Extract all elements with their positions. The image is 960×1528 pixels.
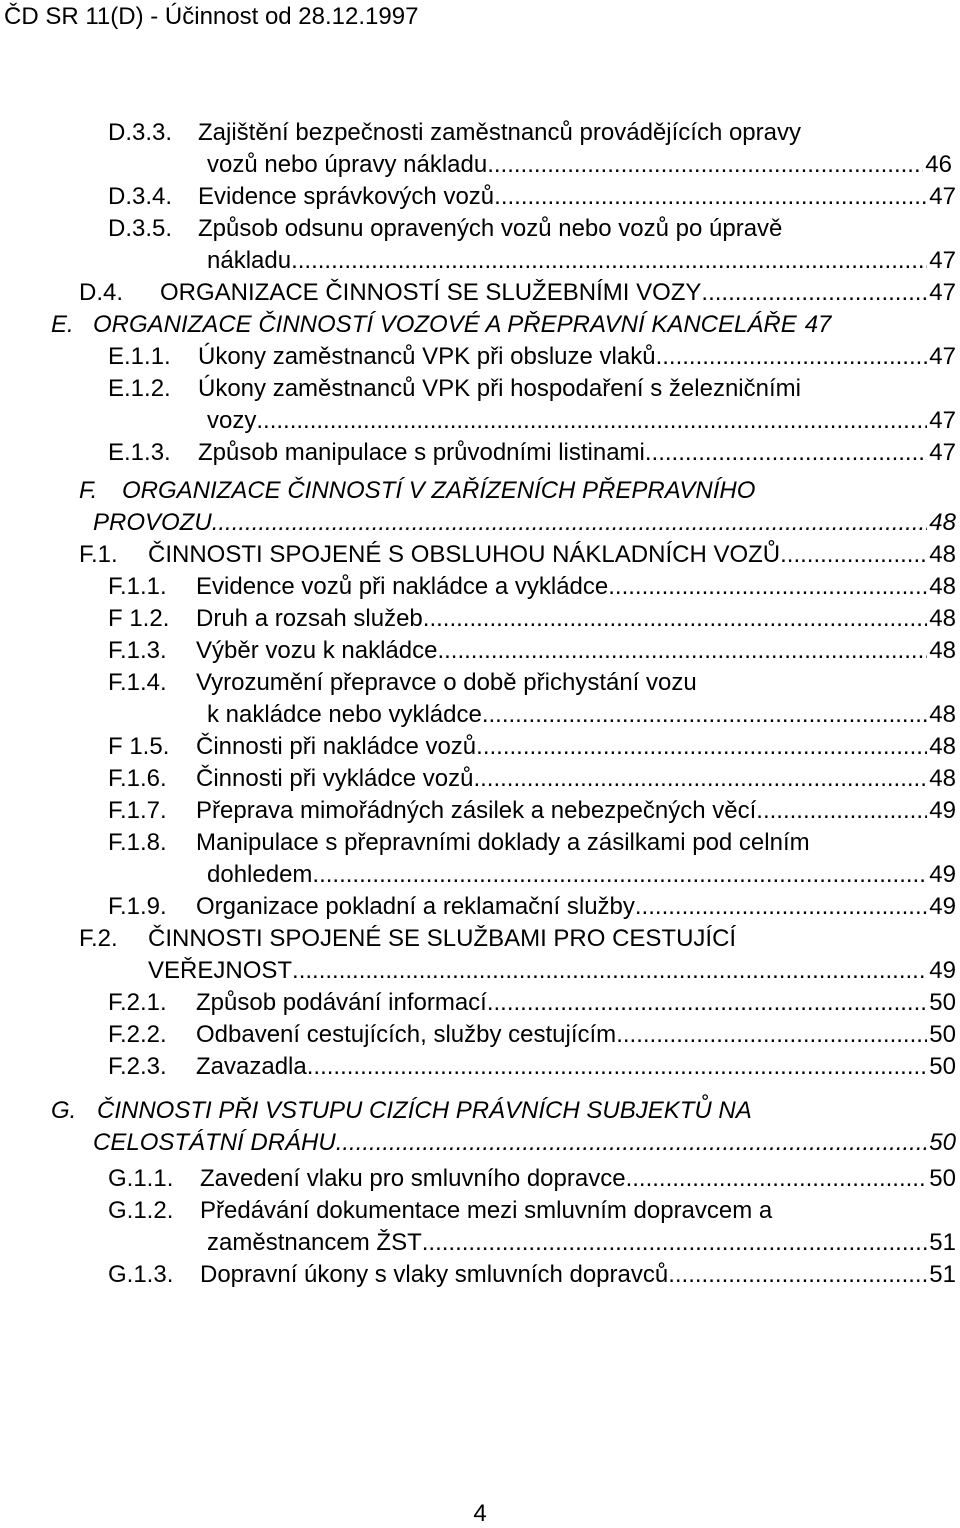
toc-entry-page: 48: [929, 637, 956, 664]
toc-entry-number: F.2.3.: [108, 1053, 167, 1080]
dot-leader: [494, 181, 927, 213]
toc-entry[interactable]: [0, 1019, 960, 1051]
toc-entry-number: F.2.: [79, 925, 118, 952]
toc-entry-title-cont: zaměstnancem ŽST: [207, 1229, 422, 1256]
toc-entry-page: 47: [929, 343, 956, 370]
toc-entry-number: D.3.4.: [108, 183, 173, 210]
dot-leader: [482, 699, 927, 731]
toc-entry-title: Úkony zaměstnanců VPK při hospodaření s železničními: [198, 375, 801, 402]
toc-entry-number: F.1.: [79, 541, 118, 568]
toc-entry-title: Úkony zaměstnanců VPK při obsluze vlaků: [198, 343, 656, 370]
toc-entry-number: G.1.1.: [108, 1165, 174, 1192]
page-number: 4: [473, 1500, 487, 1527]
dot-leader: [635, 891, 927, 923]
toc-entry[interactable]: [0, 117, 960, 181]
toc-entry-page: 48: [929, 733, 956, 760]
toc-entry-number: F 1.2.: [108, 605, 170, 632]
toc-entry-page: 48: [929, 605, 956, 632]
toc-entry[interactable]: [0, 763, 960, 795]
toc-entry-page: 48: [929, 541, 956, 568]
dot-leader: [701, 277, 927, 309]
toc-entry-title: Vyrozumění přepravce o době přichystání vozu: [196, 669, 697, 696]
toc-entry[interactable]: [0, 341, 960, 373]
toc-entry-number: F.1.7.: [108, 797, 167, 824]
toc-entry-title: Zajištění bezpečnosti zaměstnanců provádějících opravy: [198, 119, 801, 146]
toc-entry[interactable]: [0, 437, 960, 469]
dot-leader: [626, 1163, 928, 1195]
dot-leader: [292, 955, 927, 987]
toc-entry-number: F.2.1.: [108, 989, 167, 1016]
toc-entry-page: 50: [929, 1129, 956, 1156]
toc-entry-number: G.1.2.: [108, 1197, 174, 1224]
dot-leader: [422, 1227, 928, 1259]
toc-entry-title: Činnosti při nakládce vozů: [196, 733, 477, 760]
toc-entry[interactable]: [0, 1259, 960, 1291]
dot-leader: [487, 987, 927, 1019]
toc-entry-number: E.: [51, 311, 74, 338]
toc-entry[interactable]: [0, 181, 960, 213]
toc-entry-title: Evidence správkových vozů: [198, 183, 495, 210]
toc-entry-title: Přeprava mimořádných zásilek a nebezpečných věcí: [196, 797, 757, 824]
dot-leader: [656, 341, 928, 373]
toc-entry-title: Evidence vozů při nakládce a vykládce: [196, 573, 609, 600]
dot-leader: [476, 731, 927, 763]
toc-entry[interactable]: [0, 891, 960, 923]
dot-leader: [668, 1259, 927, 1291]
toc-entry-page: 50: [929, 1165, 956, 1192]
toc-entry[interactable]: [0, 1195, 960, 1259]
toc-entry-number: F.1.4.: [108, 669, 167, 696]
toc-entry-title-cont: k nakládce nebo vykládce: [207, 701, 482, 728]
toc-entry-title: ČINNOSTI PŘI VSTUPU CIZÍCH PRÁVNÍCH SUBJEKTŮ NA: [97, 1097, 752, 1124]
toc-entry[interactable]: [0, 795, 960, 827]
toc-entry[interactable]: [0, 1051, 960, 1083]
toc-entry[interactable]: [0, 475, 960, 539]
dot-leader: [423, 603, 928, 635]
toc-entry-title-cont: VEŘEJNOST: [148, 957, 293, 984]
dot-leader: [307, 1051, 928, 1083]
dot-leader: [756, 795, 927, 827]
toc-entry-title: Zavazadla: [196, 1053, 307, 1080]
toc-entry-title-cont: vozy: [207, 407, 257, 434]
dot-leader: [608, 571, 927, 603]
toc-entry-page: 47: [929, 407, 956, 434]
toc-entry-number: D.3.3.: [108, 119, 173, 146]
toc-entry[interactable]: [0, 667, 960, 731]
toc-entry-page: 48: [929, 573, 956, 600]
toc-entry-page: 50: [929, 989, 956, 1016]
toc-entry-page: 48: [929, 509, 956, 536]
toc-entry-title: Výběr vozu k nakládce: [196, 637, 438, 664]
toc-entry-number: F.1.1.: [108, 573, 167, 600]
toc-entry[interactable]: [0, 277, 960, 309]
toc-entry-title: ČINNOSTI SPOJENÉ SE SLUŽBAMI PRO CESTUJÍCÍ: [148, 925, 737, 952]
toc-entry-page: 48: [929, 765, 956, 792]
toc-entry-number: G.: [51, 1097, 77, 1124]
toc-entry[interactable]: [0, 309, 960, 341]
toc-entry-title-cont: PROVOZU: [93, 509, 212, 536]
toc-entry-number: F.1.8.: [108, 829, 167, 856]
toc-entry-page: 49: [929, 893, 956, 920]
toc-entry-page: 50: [929, 1021, 956, 1048]
toc-entry-title: Zavedení vlaku pro smluvního dopravce: [200, 1165, 626, 1192]
toc-entry-number: F.1.6.: [108, 765, 167, 792]
dot-leader: [780, 539, 927, 571]
dot-leader: [336, 1127, 928, 1159]
toc-entry-title: Organizace pokladní a reklamační služby: [196, 893, 635, 920]
toc-entry-title: Druh a rozsah služeb: [196, 605, 423, 632]
toc-entry-number: F 1.5.: [108, 733, 170, 760]
toc-entry[interactable]: [0, 987, 960, 1019]
toc-entry-title: Činnosti při vykládce vozů: [196, 765, 474, 792]
toc-entry[interactable]: [0, 539, 960, 571]
toc-entry-title-cont: vozů nebo úpravy nákladu: [207, 151, 488, 178]
toc-entry-number: F.1.3.: [108, 637, 167, 664]
toc-entry-page: 50: [929, 1053, 956, 1080]
toc-entry-title: ORGANIZACE ČINNOSTÍ VOZOVÉ A PŘEPRAVNÍ KANCELÁŘE: [93, 311, 797, 338]
toc-entry[interactable]: [0, 213, 960, 277]
toc-entry-title: ČINNOSTI SPOJENÉ S OBSLUHOU NÁKLADNÍCH VOZŮ: [148, 541, 781, 568]
toc-entry-title-cont: nákladu: [207, 247, 292, 274]
dot-leader: [256, 405, 927, 437]
toc-entry-number: E.1.3.: [108, 439, 171, 466]
toc-entry[interactable]: [0, 635, 960, 667]
dot-leader: [473, 763, 927, 795]
toc-entry-number: F.1.9.: [108, 893, 167, 920]
toc-entry[interactable]: [0, 373, 960, 437]
toc-entry-page: 49: [929, 861, 956, 888]
toc-entry-page: 51: [929, 1229, 956, 1256]
dot-leader: [312, 859, 927, 891]
toc-entry[interactable]: [0, 603, 960, 635]
toc-entry-title-cont: dohledem: [207, 861, 313, 888]
toc-entry-title: Způsob odsunu opravených vozů nebo vozů po úpravě: [198, 215, 783, 242]
toc-entry-title: Způsob podávání informací: [196, 989, 487, 1016]
toc-entry[interactable]: [0, 827, 960, 891]
toc-entry-number: F.2.2.: [108, 1021, 167, 1048]
toc-entry-number: D.4.: [79, 279, 124, 306]
dot-leader: [291, 245, 927, 277]
toc-entry-number: D.3.5.: [108, 215, 173, 242]
toc-entry-number: G.1.3.: [108, 1261, 174, 1288]
document-header: ČD SR 11(D) - Účinnost od 28.12.1997: [4, 3, 419, 30]
toc-entry-title: ORGANIZACE ČINNOSTÍ V ZAŘÍZENÍCH PŘEPRAVNÍHO: [122, 477, 756, 504]
toc-entry-page: 47: [929, 247, 956, 274]
toc-entry-number: E.1.1.: [108, 343, 171, 370]
toc-entry-page: 46: [925, 151, 952, 178]
toc-entry-title: Předávání dokumentace mezi smluvním dopravcem a: [200, 1197, 773, 1224]
toc-entry-title: Dopravní úkony s vlaky smluvních dopravců: [200, 1261, 669, 1288]
toc-entry-page: 47: [804, 311, 832, 338]
toc-entry-title: Odbavení cestujících, služby cestujícím: [196, 1021, 617, 1048]
dot-leader: [437, 635, 927, 667]
toc-entry[interactable]: [0, 1095, 960, 1159]
dot-leader: [645, 437, 927, 469]
toc-entry[interactable]: [0, 571, 960, 603]
toc-entry[interactable]: [0, 923, 960, 987]
toc-entry-title: Způsob manipulace s průvodními listinami: [198, 439, 645, 466]
dot-leader: [487, 149, 923, 181]
toc-entry-title: Manipulace s přepravními doklady a zásilkami pod celním: [196, 829, 810, 856]
toc-entry-page: 47: [929, 279, 956, 306]
toc-entry-title-cont: CELOSTÁTNÍ DRÁHU: [93, 1129, 336, 1156]
toc-entry-number: E.1.2.: [108, 375, 171, 402]
toc-entry-page: 49: [929, 957, 956, 984]
toc-entry[interactable]: [0, 731, 960, 763]
table-of-contents: [0, 117, 960, 1291]
dot-leader: [212, 507, 928, 539]
toc-entry-title: ORGANIZACE ČINNOSTÍ SE SLUŽEBNÍMI VOZY: [160, 279, 702, 306]
dot-leader: [616, 1019, 927, 1051]
toc-entry-number: F.: [79, 477, 98, 504]
toc-entry-page: 47: [929, 183, 956, 210]
toc-entry[interactable]: [0, 1163, 960, 1195]
toc-entry-page: 47: [929, 439, 956, 466]
toc-entry-page: 51: [929, 1261, 956, 1288]
toc-entry-page: 49: [929, 797, 956, 824]
toc-entry-page: 48: [929, 701, 956, 728]
